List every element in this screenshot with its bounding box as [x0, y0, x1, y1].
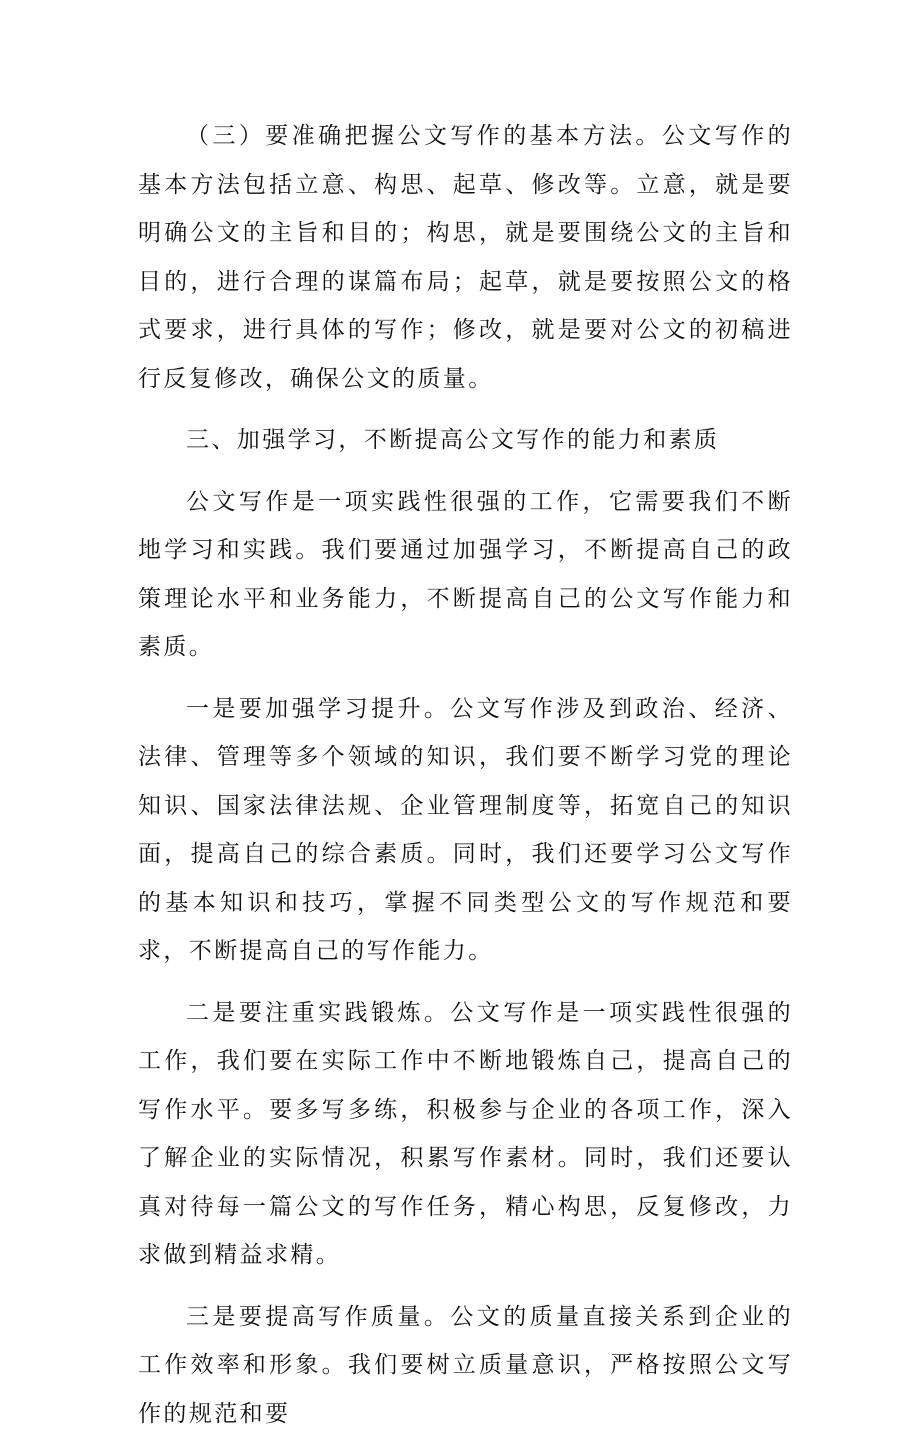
section-heading-3: 三、加强学习，不断提高公文写作的能力和素质 — [186, 427, 720, 453]
document-body — [138, 112, 793, 1451]
paragraph-point-1: 一是要加强学习提升。公文写作涉及到政治、经济、法律、管理等多个领域的知识，我们要不断学习党的理论知识、国家法律法规、企业管理制度等，拓宽自己的知识面，提高自己的综合素质。同时，我们还要学习公文写作的基本知识和技巧，掌握不同类型公文的写作规范和要求，不断提高自己的写作能力。 — [138, 695, 793, 964]
paragraph-point-2: 二是要注重实践锻炼。公文写作是一项实践性很强的工作，我们要在实际工作中不断地锻炼自己，提高自己的写作水平。要多写多练，积极参与企业的各项工作，深入了解企业的实际情况，积累写作素材。同时，我们还要认真对待每一篇公文的写作任务，精心构思，反复修改，力求做到精益求精。 — [138, 999, 793, 1268]
paragraph-point-3: 三是要提高写作质量。公文的质量直接关系到企业的工作效率和形象。我们要树立质量意识，严格按照公文写作的规范和要 — [138, 1303, 793, 1427]
paragraph-section-intro: 公文写作是一项实践性很强的工作，它需要我们不断地学习和实践。我们要通过加强学习，不断提高自己的政策理论水平和业务能力，不断提高自己的公文写作能力和素质。 — [138, 488, 793, 660]
paragraph-basic-methods: （三）要准确把握公文写作的基本方法。公文写作的基本方法包括立意、构思、起草、修改等。立意，就是要明确公文的主旨和目的；构思，就是要围绕公文的主旨和目的，进行合理的谋篇布局；起草，就是要按照公文的格式要求，进行具体的写作；修改，就是要对公文的初稿进行反复修改，确保公文的质量。 — [138, 123, 793, 392]
